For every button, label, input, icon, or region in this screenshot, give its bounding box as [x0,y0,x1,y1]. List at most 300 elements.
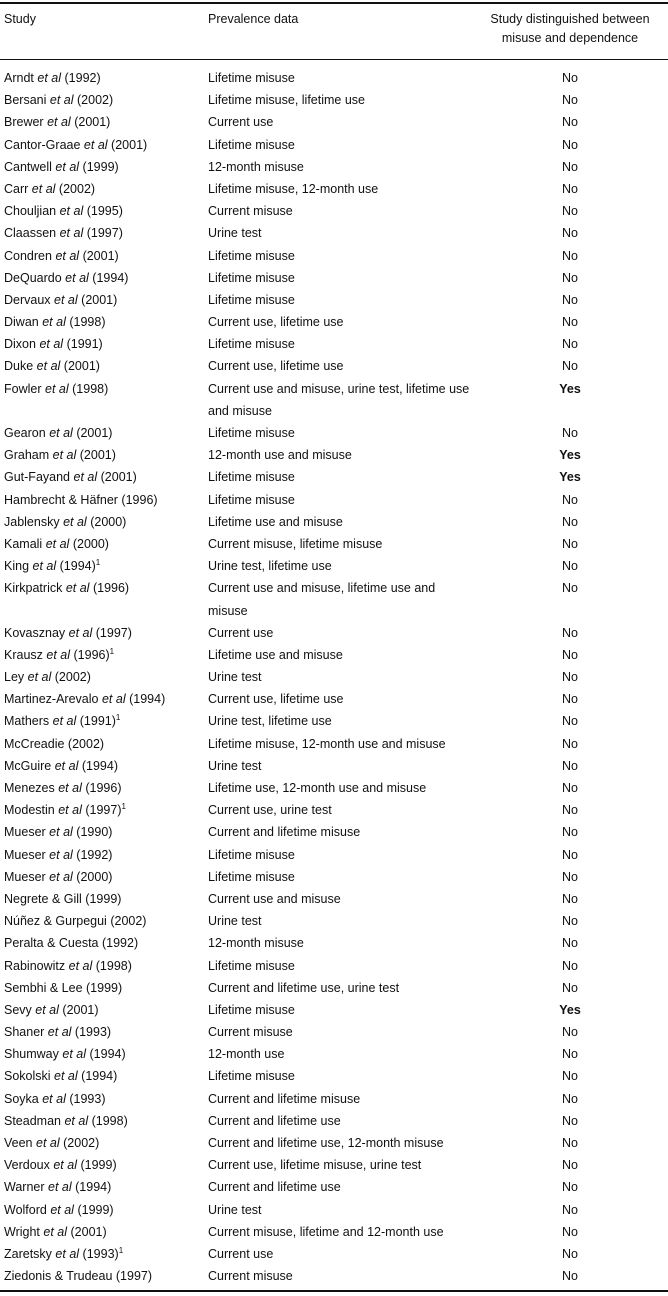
et-al: et al [101,692,126,707]
study-cell [4,134,200,156]
study-author: Gut-Fayand [4,470,71,485]
table-row [0,555,668,577]
study-author: Gearon [4,426,46,441]
et-al: et al [45,536,70,551]
et-al: et al [36,359,61,374]
distinguished-cell: No [562,359,578,374]
prevalence-cell: Current use, lifetime misuse, urine test [208,1158,422,1173]
table-row [0,799,668,821]
prevalence-cell: Current and lifetime misuse [208,1091,361,1106]
table-row [0,1199,668,1221]
study-cell [4,777,200,799]
study-cell [4,977,200,999]
table-row [0,222,668,244]
study-cell [4,111,200,133]
study-cell [4,888,200,910]
study-author: Graham [4,448,50,463]
et-al: et al [59,204,84,219]
study-cell [4,1065,200,1087]
et-al: et al [63,514,87,529]
study-year: (1996) [121,492,158,507]
table-bottom-rule [0,1290,668,1292]
et-al: et al [46,647,71,662]
study-cell [4,688,200,710]
et-al: et al [54,292,78,307]
prevalence-cell: Urine test [208,914,262,929]
table-row [0,1110,668,1132]
distinguished-cell: Yes [559,470,581,485]
distinguished-cell: No [562,315,578,330]
study-author: King [4,559,30,574]
study-year: (1992) [101,936,139,951]
study-cell [4,289,200,311]
table-row [0,777,668,799]
distinguished-cell: No [562,980,578,995]
study-year: (1997) [95,625,132,640]
distinguished-cell: No [562,115,578,130]
table-row [0,267,668,289]
prevalence-cell: Current and lifetime use [208,1180,341,1195]
study-author: Dervaux [4,292,51,307]
distinguished-cell: No [562,1180,578,1195]
header-rule [0,59,668,60]
prevalence-cell: Current and lifetime use, 12-month misuse [208,1136,444,1151]
study-cell [4,533,200,555]
prevalence-cell: Urine test [208,1202,262,1217]
et-al: et al [65,581,90,596]
distinguished-cell: No [562,647,578,662]
prevalence-cell: Urine test, lifetime use [208,559,332,574]
distinguished-cell: No [562,803,578,818]
table-row [0,1176,668,1198]
distinguished-cell: No [562,71,578,85]
study-year: (2001) [79,448,116,463]
study-author: Shumway [4,1047,59,1062]
study-year: (2000) [72,536,109,551]
table-row [0,999,668,1021]
study-author: Kovasznay [4,625,66,640]
study-year: (2001) [74,115,111,130]
prevalence-cell: 12-month use and misuse [208,448,352,463]
study-year: (2001) [76,426,113,441]
study-year: (1994) [75,1180,112,1195]
table-row [0,156,668,178]
table-row [0,489,668,511]
distinguished-cell: No [562,714,578,729]
study-year: (2001) [111,137,148,152]
study-year: (2001) [62,1002,99,1017]
study-year: (1999) [85,891,122,906]
study-year: (2002) [77,93,114,108]
study-cell [4,333,200,355]
study-author: Fowler [4,381,42,396]
distinguished-cell: No [562,625,578,640]
et-al: et al [59,226,84,241]
study-cell [4,733,200,755]
study-year: (1994) [59,559,96,574]
study-author: Bersani [4,93,47,108]
study-year: (1999) [82,159,119,174]
distinguished-cell: No [562,736,578,751]
table-row [0,622,668,644]
study-cell [4,1043,200,1065]
table-row [0,466,668,488]
prevalence-cell: Lifetime misuse [208,71,295,85]
study-author: Dixon [4,337,36,352]
table-row [0,134,668,156]
prevalence-cell: Lifetime misuse [208,1069,295,1084]
distinguished-cell: No [562,758,578,773]
prevalence-cell: Current use [208,115,274,130]
et-al: et al [48,1180,72,1195]
prevalence-cell: Lifetime misuse [208,470,295,485]
et-al: et al [65,270,89,285]
prevalence-cell: Urine test [208,758,262,773]
table-row [0,200,668,222]
distinguished-cell: No [562,670,578,685]
table-row [0,866,668,888]
prevalence-cell: Current misuse, lifetime and 12-month use [208,1224,444,1239]
prevalence-cell: Lifetime misuse [208,337,295,352]
prevalence-cell: Urine test [208,226,262,241]
distinguished-cell: No [562,181,578,196]
prevalence-cell: Lifetime misuse [208,270,295,285]
prevalence-cell: Current misuse, lifetime misuse [208,536,383,551]
prevalence-cell: Lifetime misuse [208,426,295,441]
prevalence-cell: Current use and misuse [208,891,341,906]
study-author: Steadman [4,1113,61,1128]
prevalence-cell: Lifetime misuse [208,292,295,307]
prevalence-cell: Urine test, lifetime use [208,714,332,729]
table-row [0,1154,668,1176]
study-author: Cantor-Graae [4,137,81,152]
study-cell [4,245,200,267]
et-al: et al [50,1202,74,1217]
distinguished-cell: No [562,1136,578,1151]
prevalence-cell: Current use, lifetime use [208,315,344,330]
distinguished-cell: No [562,581,578,596]
table-row [0,1021,668,1043]
et-al: et al [55,248,80,263]
study-author: Condren [4,248,52,263]
distinguished-cell: Yes [559,1002,581,1017]
study-author: Wright [4,1224,40,1239]
study-author: Cantwell [4,159,52,174]
study-author: Kirkpatrick [4,581,63,596]
study-author: Martinez-Arevalo [4,692,99,707]
table-row [0,888,668,910]
header-distinguished: Study distinguished between misuse and dependence [490,12,650,45]
distinguished-cell: No [562,1025,578,1040]
table-row [0,955,668,977]
study-cell [4,422,200,444]
study-year: (1997) [86,226,123,241]
study-cell [4,955,200,977]
study-author: Zaretsky [4,1246,52,1261]
et-al: et al [42,315,66,330]
study-year: (1998) [95,958,132,973]
study-year: (2002) [110,914,147,929]
prevalence-cell: Lifetime misuse [208,1002,295,1017]
study-cell [4,932,200,954]
distinguished-cell: No [562,1246,578,1261]
table-row [0,1043,668,1065]
study-author: Shaner [4,1025,45,1040]
table-row [0,89,668,111]
table-row [0,910,668,932]
study-cell [4,844,200,866]
study-year: (2002) [58,181,96,196]
prevalence-cell: Current misuse [208,204,293,219]
study-cell [4,89,200,111]
et-al: et al [37,71,62,85]
study-year: (1993) [82,1246,119,1261]
table-row [0,1243,668,1265]
table-row [0,289,668,311]
et-al: et al [52,448,77,463]
distinguished-cell: No [562,1269,578,1284]
study-year: (1994) [92,270,129,285]
et-al: et al [47,115,71,130]
distinguished-cell: No [562,514,578,529]
distinguished-cell: No [562,869,578,884]
et-al: et al [83,137,108,152]
prevalence-cell: Urine test [208,670,262,685]
study-author: Krausz [4,647,43,662]
table-row [0,644,668,666]
study-year: (1993) [74,1025,112,1040]
prevalence-cell: Lifetime misuse [208,847,295,862]
study-author: Ziedonis & Trudeau [4,1269,113,1284]
distinguished-cell: No [562,1224,578,1239]
study-author: Ley [4,670,25,685]
distinguished-cell: No [562,914,578,929]
study-cell [4,821,200,843]
et-al: et al [43,1224,68,1239]
study-author: Mueser [4,847,46,862]
table-row [0,533,668,555]
study-author: Veen [4,1136,33,1151]
study-author: Sokolski [4,1069,51,1084]
study-cell [4,1088,200,1110]
table-row [0,733,668,755]
table-row [0,666,668,688]
et-al: et al [52,714,77,729]
prevalence-cell: Current and lifetime use [208,1113,341,1128]
study-author: Sevy [4,1002,32,1017]
table-row [0,422,668,444]
study-year: (1994) [81,758,118,773]
study-cell [4,999,200,1021]
study-author: Warner [4,1180,45,1195]
et-al: et al [64,1113,89,1128]
table-row [0,932,668,954]
table-top-rule [0,2,668,4]
distinguished-cell: No [562,1091,578,1106]
table-row [0,755,668,777]
study-year: (2000) [76,869,113,884]
distinguished-cell: No [562,137,578,152]
distinguished-cell: No [562,825,578,840]
prevalence-cell: Current and lifetime misuse [208,825,361,840]
study-cell [4,910,200,932]
study-author: Sembhi & Lee [4,980,83,995]
study-cell [4,1154,200,1176]
et-al: et al [55,159,80,174]
study-cell [4,1199,200,1221]
table-row [0,111,668,133]
table-row [0,511,668,533]
distinguished-cell: No [562,536,578,551]
study-author: Hambrecht & Häfner [4,492,118,507]
prevalence-cell: Current use and misuse, lifetime use and misuse [208,581,436,618]
study-author: Diwan [4,315,39,330]
study-author: McCreadie [4,736,65,751]
study-year: (1992) [76,847,113,862]
distinguished-cell: No [562,891,578,906]
et-al: et al [49,869,73,884]
table-row [0,245,668,267]
prevalence-cell: Current use [208,625,274,640]
table-row [0,444,668,466]
distinguished-cell: No [562,958,578,973]
table-row [0,1132,668,1154]
prevalence-cell: Lifetime use and misuse [208,514,343,529]
study-year: (1992) [64,71,101,85]
study-cell [4,1021,200,1043]
table-row [0,378,668,422]
table-body [0,67,668,1287]
study-author: Verdoux [4,1158,50,1173]
study-cell [4,200,200,222]
et-al: et al [62,1047,87,1062]
table-row [0,355,668,377]
distinguished-cell: No [562,159,578,174]
study-year: (2002) [63,1136,100,1151]
study-author: Brewer [4,115,44,130]
et-al: et al [47,1025,72,1040]
distinguished-cell: No [562,270,578,285]
table-row [0,844,668,866]
study-year: (2001) [100,470,137,485]
et-al: et al [73,470,98,485]
distinguished-cell: No [562,337,578,352]
study-cell [4,466,200,488]
prevalence-cell: Lifetime misuse, 12-month use [208,181,379,196]
et-al: et al [39,337,64,352]
distinguished-cell: No [562,1069,578,1084]
study-cell [4,866,200,888]
et-al: et al [49,847,73,862]
et-al: et al [36,1136,60,1151]
et-al: et al [42,1091,66,1106]
study-year: (2001) [81,292,118,307]
prevalence-cell: 12-month use [208,1047,285,1062]
study-author: Menezes [4,781,55,796]
study-year: (2000) [90,514,127,529]
study-year: (1994) [89,1047,126,1062]
table-header [0,10,668,58]
distinguished-cell: No [562,692,578,707]
study-cell [4,489,200,511]
study-year: (2002) [54,670,91,685]
study-year: (2001) [70,1224,107,1239]
study-author: Kamali [4,536,43,551]
prevalence-cell: Current use [208,1246,274,1261]
study-year: (1998) [69,315,106,330]
et-al: et al [32,559,57,574]
study-cell [4,555,200,577]
study-cell [4,644,200,666]
footnote-marker: 1 [115,713,121,723]
prevalence-cell: Current and lifetime use, urine test [208,980,400,995]
study-author: Rabinowitz [4,958,66,973]
distinguished-cell: No [562,1113,578,1128]
distinguished-cell: No [562,204,578,219]
et-al: et al [49,93,74,108]
prevalence-cell: Lifetime misuse, lifetime use [208,93,366,108]
distinguished-cell: No [562,292,578,307]
footnote-marker: 1 [109,646,115,656]
et-al: et al [58,781,82,796]
study-author: Jablensky [4,514,60,529]
study-cell [4,311,200,333]
study-author: McGuire [4,758,52,773]
distinguished-cell: Yes [559,381,581,396]
prevalence-cell: Current misuse [208,1269,293,1284]
prevalence-cell: Current use and misuse, urine test, lifetime use and misuse [208,381,470,418]
table-row [0,1088,668,1110]
study-author: Mueser [4,869,46,884]
prevalence-cell: Lifetime misuse [208,869,295,884]
study-author: Núñez & Gurpegui [4,914,107,929]
study-author: Carr [4,181,29,196]
distinguished-cell: No [562,1047,578,1062]
prevalence-cell: Lifetime misuse [208,137,295,152]
distinguished-cell: No [562,93,578,108]
distinguished-cell: No [562,1158,578,1173]
header-prevalence: Prevalence data [208,12,299,26]
et-al: et al [68,625,93,640]
et-al: et al [49,825,73,840]
distinguished-cell: No [562,226,578,241]
study-year: (1994) [81,1069,118,1084]
study-author: Mathers [4,714,50,729]
distinguished-cell: No [562,936,578,951]
study-cell [4,355,200,377]
prevalence-cell: Lifetime misuse [208,248,295,263]
study-year: (1996) [73,647,110,662]
study-year: (1998) [91,1113,128,1128]
study-author: Mueser [4,825,46,840]
study-cell [4,799,200,821]
et-al: et al [53,1158,77,1173]
et-al: et al [68,958,93,973]
footnote-marker: 1 [95,557,101,567]
prevalence-cell: Lifetime use, 12-month use and misuse [208,781,427,796]
et-al: et al [55,1246,80,1261]
study-author: Arndt [4,71,34,85]
table-row [0,688,668,710]
prevalence-cell: Lifetime use and misuse [208,647,343,662]
et-al: et al [31,181,56,196]
study-year: (2002) [67,736,105,751]
study-cell [4,378,200,400]
study-year: (2001) [82,248,119,263]
study-cell [4,666,200,688]
footnote-marker: 1 [121,802,126,812]
et-al: et al [35,1002,59,1017]
